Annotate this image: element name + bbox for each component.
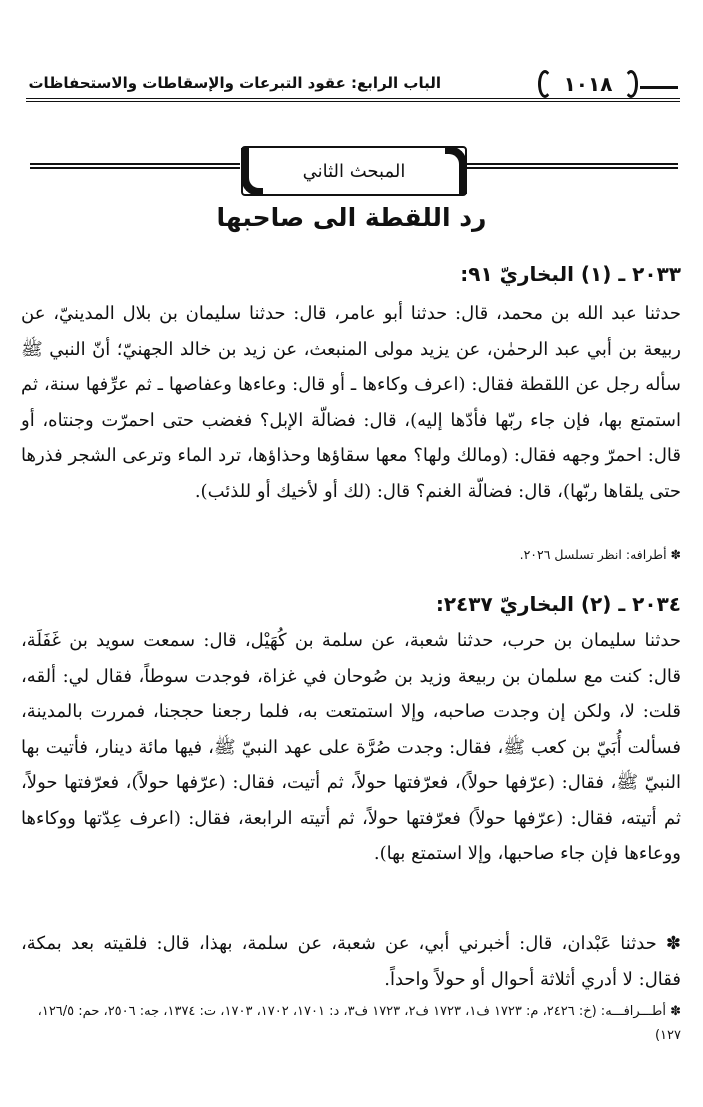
hadith-text xyxy=(21,623,681,872)
section-rule-left xyxy=(30,163,240,172)
box-corner-ornament xyxy=(241,148,263,196)
hadith-paragraph: حدثنا سليمان بن حرب، حدثنا شعبة، عن سلمة بن كُهَيْل، قال: سمعت سويد بن غَفَلَة، قال: كنت مع سلمان بن ربيعة وزيد بن صُوحان في غزاة، فوجدت سوطاً، فقال لي: ألقه، قلت: لا، ولكن إن وجدت صاحبه، وإلا استمتعت به، فلما رجعنا حججنا، فمررت بالمدينة، فسألت أُبَيّ بن كعب ﷺ، فقال: وجدت صُرَّة على عهد النبيّ ﷺ، فيها مائة دينار، فأتيت بها النبيّ ﷺ، فقال: (عرّفها حولاً)، فعرّفتها حولاً، ثم أتيت، فقال: (عرّفها حولاً)، فعرّفتها حولاً، ثم أتيته، فقال: (عرّفها حولاً) فعرّفتها حولاً، ثم أتيته الرابعة، فقال: (اعرف عِدّتها ووكاءها ووعاءها فإن جاء صاحبها، وإلا استمتع بها). xyxy=(21,630,681,864)
section-label-box xyxy=(241,146,467,196)
hadith-note: ✽ أطرافه: انظر تسلسل ٢٠٢٦. xyxy=(519,547,681,562)
page-number-ornament xyxy=(538,66,638,102)
header-rule-short xyxy=(640,86,678,89)
hadith-note: ✽ أطـــرافـــه: (خ: ٢٤٢٦، م: ١٧٢٣ ف١، ١٧٢٣ ف٢، ١٧٢٣ ف٣، د: ١٧٠١، ١٧٠٢، ١٧٠٣، ت: ١٣٧٤، جه: ٢٥٠٦، حم: ١٢٦/٥، ١٢٧) xyxy=(37,1004,681,1043)
hadith-paragraph: ✽ حدثنا عَبْدان، قال: أخبرني أبي، عن شعبة، عن سلمة، بهذا، قال: فلقيته بعد بمكة، فقال: لا أدري أثلاثة أحوال أو حولاً واحداً. xyxy=(21,933,681,990)
header-rule xyxy=(26,98,680,102)
section-rule-right xyxy=(464,163,678,172)
laurel-left-icon xyxy=(538,70,552,98)
hadith-note-chain xyxy=(21,926,681,997)
running-header-title: الباب الرابع: عقود التبرعات والإسقاطات والاستحفاظات xyxy=(28,74,441,92)
hadith-heading: ٢٠٣٤ ـ (٢) البخاريّ ٢٤٣٧: xyxy=(435,592,681,616)
hadith-text xyxy=(21,296,681,509)
section-label: المبحث الثاني xyxy=(302,160,406,182)
laurel-right-icon xyxy=(624,70,638,98)
hadith-heading: ٢٠٣٣ ـ (١) البخاريّ ٩١: xyxy=(460,262,681,286)
box-corner-ornament xyxy=(445,146,467,194)
page-number: ١٠١٨ xyxy=(563,72,613,96)
hadith-paragraph: حدثنا عبد الله بن محمد، قال: حدثنا أبو عامر، قال: حدثنا سليمان بن بلال المدينيّ، عن ربيعة بن أبي عبد الرحمٰن، عن يزيد مولى المنبعث، عن زيد بن خالد الجهنيّ؛ أنّ النبي ﷺ سأله رجل عن اللقطة فقال: (اعرف وكاءها ـ أو قال: وعاءها وعفاصها ـ ثم عرِّفها سنة، ثم استمتع بها، فإن جاء ربّها فأدّها إليه)، قال: فضالّة الإبل؟ فغضب حتى احمرّت وجنتاه، أو قال: احمرّ وجهه فقال: (ومالك ولها؟ معها سقاؤها وحذاؤها، ترد الماء وترعى الشجر فذرها حتى يلقاها ربّها)، قال: فضالّة الغنم؟ قال: (لك أو لأخيك أو للذئب). xyxy=(21,303,681,502)
chapter-title: رد اللقطة الى صاحبها xyxy=(216,203,487,232)
